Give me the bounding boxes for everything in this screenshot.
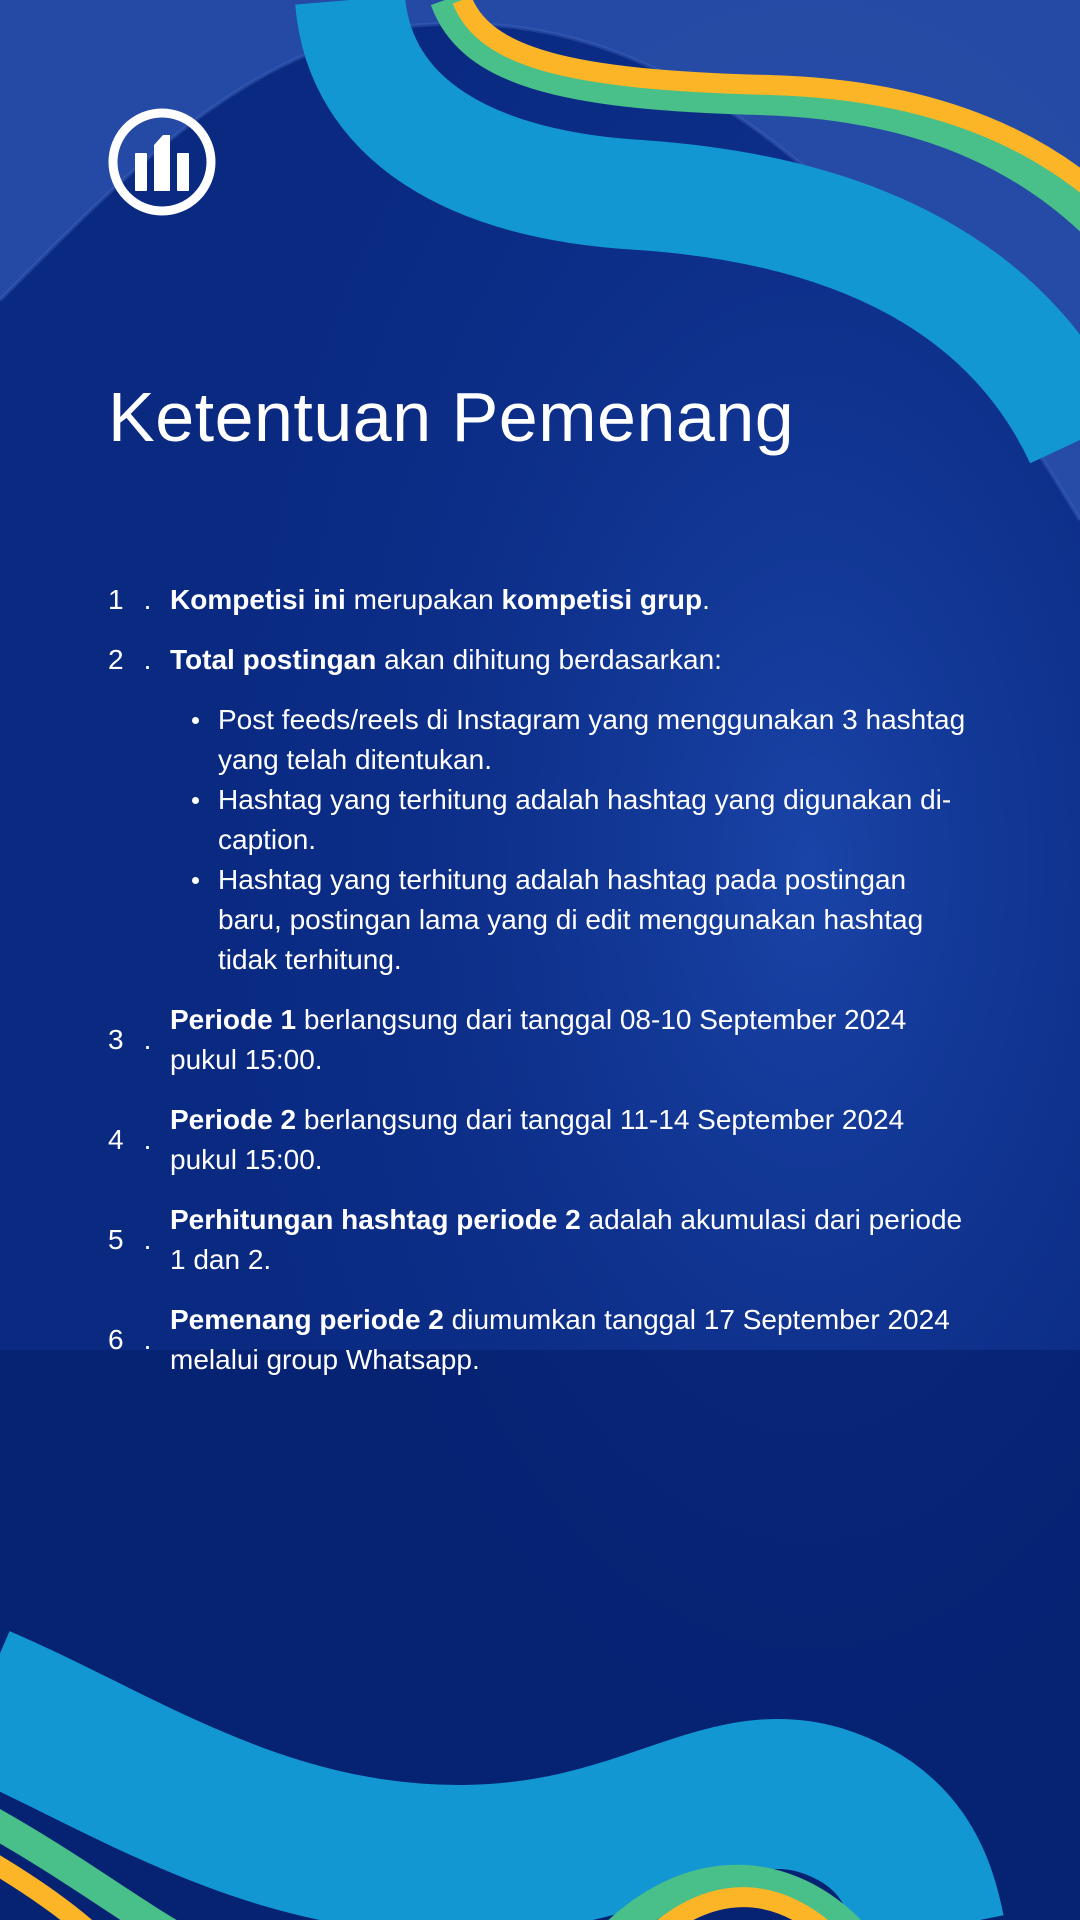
rule-text [170, 1300, 968, 1380]
brand-logo-icon [107, 107, 217, 217]
rule-number: 3 . [108, 1024, 152, 1055]
rule-number: 5 . [108, 1224, 152, 1255]
rule-text-regular: berlangsung dari tanggal 11-14 September 2024 pukul 15:00. [170, 1104, 905, 1175]
rule-sub-item: Hashtag yang terhitung adalah hashtag yang digunakan di-caption. [188, 780, 968, 860]
rules-list [108, 580, 968, 1400]
rule-text [170, 640, 968, 680]
rule-number: 4 . [108, 1124, 152, 1155]
rule-text-regular: berlangsung dari tanggal 08-10 September 2024 pukul 15:00. [170, 1004, 907, 1075]
rule-text-bold: Kompetisi ini [170, 584, 346, 615]
rule-text-regular: merupakan [345, 584, 502, 615]
rule-text-bold: kompetisi grup [501, 584, 703, 615]
rule-item [108, 580, 968, 620]
rule-text-bold: Periode 1 [170, 1004, 297, 1035]
rule-number: 2 . [108, 644, 152, 675]
rule-item [108, 1200, 968, 1280]
rule-text-bold: Total postingan [170, 644, 377, 675]
rule-sub-item: Post feeds/reels di Instagram yang menggunakan 3 hashtag yang telah ditentukan. [188, 700, 968, 780]
rule-number: 6 . [108, 1324, 152, 1355]
rule-sub-item: Hashtag yang terhitung adalah hashtag pada postingan baru, postingan lama yang di edit menggunakan hashtag tidak terhitung. [188, 860, 968, 980]
rule-item [108, 1300, 968, 1380]
rule-number: 1 . [108, 584, 152, 615]
rule-text-bold: Pemenang periode 2 [170, 1304, 444, 1335]
rule-text [170, 1100, 968, 1180]
rule-text-bold: Perhitungan hashtag periode 2 [170, 1204, 581, 1235]
rule-item [108, 1100, 968, 1180]
rule-item [108, 640, 968, 680]
rule-text [170, 1000, 968, 1080]
rule-sub-list [108, 700, 968, 980]
rule-text-bold: Periode 2 [170, 1104, 297, 1135]
rule-text-regular: adalah akumulasi dari periode 1 dan 2. [170, 1204, 963, 1275]
rule-text-regular: diumumkan tanggal 17 September 2024 melalui group Whatsapp. [170, 1304, 950, 1375]
rule-text-regular: . [702, 584, 710, 615]
rule-text-regular: akan dihitung berdasarkan: [376, 644, 722, 675]
rule-text [170, 1200, 968, 1280]
page-title: Ketentuan Pemenang [108, 378, 795, 456]
rule-item [108, 1000, 968, 1080]
rule-text [170, 580, 968, 620]
